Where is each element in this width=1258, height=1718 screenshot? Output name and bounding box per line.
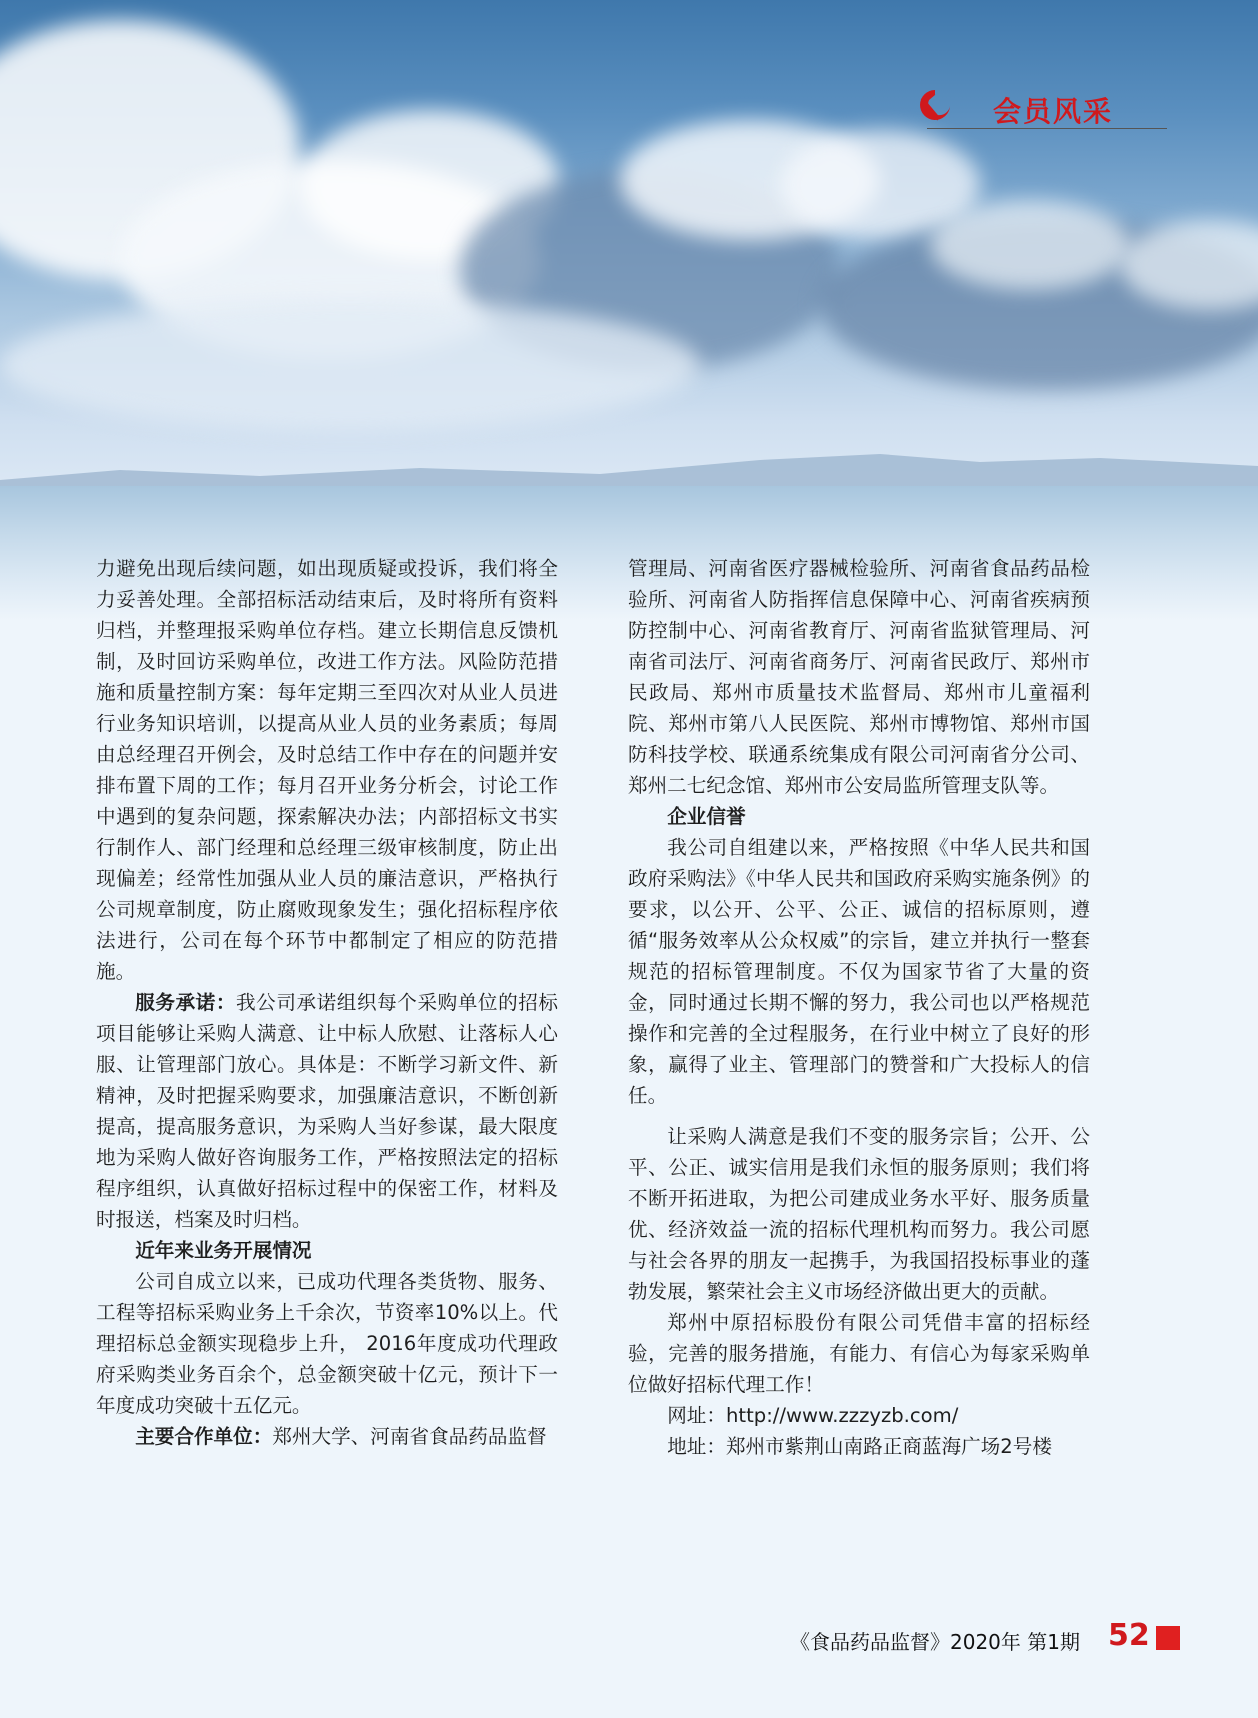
- paragraph: [96, 1421, 558, 1452]
- paragraph-text: 让采购人满意是我们不变的服务宗旨；公开、公平、公正、诚实信用是我们永恒的服务原则；我们将不断开拓进取，为把公司建成业务水平好、服务质量优、经济效益一流的招标代理机构而努力。我公司愿与社会各界的朋友一起携手，为我国招投标事业的蓬勃发展，繁荣社会主义市场经济做出更大的贡献。: [628, 1125, 1090, 1303]
- paragraph-text: 我公司自组建以来，严格按照《中华人民共和国政府采购法》《中华人民共和国政府采购实施条例》的要求，以公开、公平、公正、诚信的招标原则，遵循“服务效率从公众权威”的宗旨，建立并执行一整套规范的招标管理制度。不仅为国家节省了大量的资金，同时通过长期不懈的努力，我公司也以严格规范操作和完善的全过程服务，在行业中树立了良好的形象，赢得了业主、管理部门的赞誉和广大投标人的信任。: [628, 836, 1090, 1107]
- paragraph: [628, 801, 1090, 832]
- paragraph-text: 管理局、河南省医疗器械检验所、河南省食品药品检验所、河南省人防指挥信息保障中心、河南省疾病预防控制中心、河南省教育厅、河南省监狱管理局、河南省司法厅、河南省商务厅、河南省民政厅、郑州市民政局、郑州市质量技术监督局、郑州市儿童福利院、郑州市第八人民医院、郑州市博物馆、郑州市国防科技学校、联通系统集成有限公司河南省分公司、郑州二七纪念馆、郑州市公安局监所管理支队等。: [628, 557, 1090, 797]
- paragraph: [628, 1400, 1090, 1431]
- page-footer: [790, 1618, 1190, 1658]
- paragraph: [628, 1431, 1090, 1462]
- paragraph: [628, 832, 1090, 1111]
- paragraph: [96, 987, 558, 1235]
- header-divider: [927, 128, 1167, 129]
- journal-issue: 《食品药品监督》2020年 第1期: [790, 1630, 1080, 1654]
- mountain-silhouette: [0, 440, 1258, 490]
- paragraph: [96, 1235, 558, 1266]
- paragraph-text: 地址：郑州市紫荆山南路正商蓝海广场2号楼: [667, 1435, 1052, 1458]
- paragraph-heading: 企业信誉: [667, 805, 746, 828]
- paragraph: [628, 1307, 1090, 1400]
- paragraph-text: 郑州中原招标股份有限公司凭借丰富的招标经验，完善的服务措施，有能力、有信心为每家采购单位做好招标代理工作！: [628, 1311, 1090, 1396]
- section-header: [915, 86, 1155, 132]
- paragraph: [628, 1121, 1090, 1307]
- paragraph-text: 网址：http://www.zzzyzb.com/: [667, 1404, 959, 1427]
- page-number: 52: [1108, 1618, 1150, 1653]
- paragraph: [96, 1266, 558, 1421]
- paragraph-text: 郑州大学、河南省食品药品监督: [272, 1425, 547, 1448]
- paragraph-heading: 近年来业务开展情况: [135, 1239, 312, 1262]
- paragraph-text: 我公司承诺组织每个采购单位的招标项目能够让采购人满意、让中标人欣慰、让落标人心服、让管理部门放心。具体是：不断学习新文件、新精神，及时把握采购要求，加强廉洁意识，不断创新提高，提高服务意识，为采购人当好参谋，最大限度地为采购人做好咨询服务工作，严格按照法定的招标程序组织，认真做好招标过程中的保密工作，材料及时报送，档案及时归档。: [96, 991, 559, 1231]
- hammer-sickle-icon: [915, 86, 955, 126]
- paragraph-text: 公司自成立以来，已成功代理各类货物、服务、工程等招标采购业务上千余次，节资率10%以上。代理招标总金额实现稳步上升， 2016年度成功代理政府采购类业务百余个，总金额突破十亿元，预计下一年度成功突破十五亿元。: [96, 1270, 558, 1417]
- section-title: 会员风采: [993, 95, 1114, 128]
- left-column: [96, 553, 558, 1452]
- paragraph: [628, 553, 1090, 801]
- page-marker: [1156, 1626, 1180, 1650]
- right-column: [628, 553, 1090, 1462]
- paragraph-text: 力避免出现后续问题，如出现质疑或投诉，我们将全力妥善处理。全部招标活动结束后，及时将所有资料归档，并整理报采购单位存档。建立长期信息反馈机制，及时回访采购单位，改进工作方法。风险防范措施和质量控制方案：每年定期三至四次对从业人员进行业务知识培训，以提高从业人员的业务素质；每周由总经理召开例会，及时总结工作中存在的问题并安排布置下周的工作；每月召开业务分析会，讨论工作中遇到的复杂问题，探索解决办法；内部招标文书实行制作人、部门经理和总经理三级审核制度，防止出现偏差；经常性加强从业人员的廉洁意识，严格执行公司规章制度，防止腐败现象发生；强化招标程序依法进行，公司在每个环节中都制定了相应的防范措施。: [96, 557, 558, 983]
- paragraph-heading: 服务承诺：: [135, 991, 236, 1014]
- paragraph-heading: 主要合作单位：: [135, 1425, 273, 1448]
- paragraph: [96, 553, 558, 987]
